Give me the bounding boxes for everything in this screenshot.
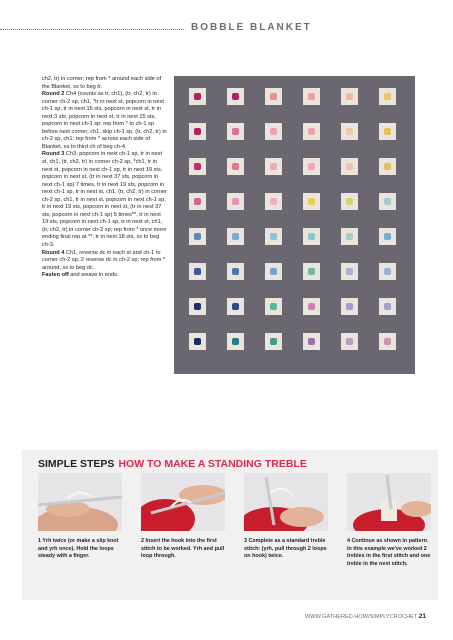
step-3-caption: 3 Complete as a standard treble stitch: (yrh, pull through 2 loops on hook) twice. bbox=[244, 538, 327, 560]
popcorn-bobble bbox=[270, 93, 277, 100]
popcorn-bobble bbox=[308, 128, 315, 135]
popcorn-bobble bbox=[384, 268, 391, 275]
granny-square bbox=[265, 263, 282, 280]
popcorn-bobble bbox=[346, 163, 353, 170]
round-2-text: Ch4 (counts as tr, ch1), (tr, ch2, tr) in corner ch-2 sp, ch1, *tr in next st, popcorn in next ch-1 sp, tr in next 15 sts, popcorn in next st, tr in next 3 sts, popcorn in next st, tr in next 15 sts, popcorn in next ch-1 sp; rep from * to ch-1 sp before next corner, ch1, skip ch-1 sp, (tr, ch2, tr) in ch-2 sp, ch1; rep from * across each side of Blanket, ss to third ch of beg ch-4. bbox=[42, 91, 167, 150]
granny-square bbox=[227, 123, 244, 140]
popcorn-bobble bbox=[194, 233, 201, 240]
popcorn-bobble bbox=[384, 128, 391, 135]
popcorn-bobble bbox=[232, 303, 239, 310]
page-header bbox=[0, 22, 453, 36]
popcorn-bobble bbox=[232, 128, 239, 135]
popcorn-bobble bbox=[308, 198, 315, 205]
pattern-paragraph bbox=[42, 272, 168, 280]
round-4-text: Ch1, reverse dc in each st and ch-1 to corner ch-2 sp, 2 reverse dc in ch-2 sp; rep from * around, ss to beg dc. bbox=[42, 249, 166, 271]
pattern-paragraph bbox=[42, 91, 168, 151]
simple-steps-title bbox=[38, 458, 307, 470]
granny-square bbox=[341, 228, 358, 245]
popcorn-bobble bbox=[346, 303, 353, 310]
granny-square bbox=[189, 193, 206, 210]
popcorn-bobble bbox=[308, 303, 315, 310]
popcorn-bobble bbox=[384, 163, 391, 170]
fasten-off-text: and weave in ends. bbox=[68, 272, 119, 279]
granny-square bbox=[265, 123, 282, 140]
granny-square bbox=[265, 88, 282, 105]
popcorn-bobble bbox=[194, 128, 201, 135]
popcorn-bobble bbox=[346, 338, 353, 345]
step-2-photo bbox=[141, 473, 225, 531]
step-1-caption: 1 Yrh twice (or make a slip knot and yrh once). Hold the loops steady with a finger. bbox=[38, 538, 119, 560]
round-3-text: Ch3, popcorn in next ch-1 sp, tr in next st, ch1, (tr, ch2, tr) in corner ch-2 sp, *ch1, tr in next st, popcorn in next ch-1 sp, tr in next 19 sts, popcorn in next st, (tr in next 37 sts, popcorn in next ch-1 sp) 7 times, tr in next 19 sts, popcorn in next ch-1 sp, tr in next st, ch1, (tr, ch2, tr) in corner ch-2 sp, ch1, tr in next st, popcorn in next ch-1 sp, tr in next 19 sts, popcorn in next st, (tr in next 37 sts, popcorn in next ch-1 sp) 5 times**, tr in next 19 sts, popcorn in next ch-1 sp, tr in next st, ch1, (tr, ch2, tr) in corner ch-2 sp; rep from * once more ending final rep at **, tr in next 18 sts, ss to beg ch-3. bbox=[42, 151, 167, 249]
granny-square bbox=[265, 333, 282, 350]
popcorn-bobble bbox=[194, 93, 201, 100]
popcorn-bobble bbox=[232, 338, 239, 345]
popcorn-bobble bbox=[346, 268, 353, 275]
granny-square bbox=[379, 333, 396, 350]
fasten-off-label: Fasten off bbox=[42, 272, 69, 279]
granny-square bbox=[227, 158, 244, 175]
popcorn-bobble bbox=[308, 338, 315, 345]
popcorn-bobble bbox=[232, 268, 239, 275]
red-swatch-illustration bbox=[141, 473, 225, 531]
granny-square bbox=[265, 193, 282, 210]
page-number: 21 bbox=[418, 613, 426, 620]
granny-square bbox=[303, 228, 320, 245]
granny-square bbox=[189, 158, 206, 175]
granny-square bbox=[379, 88, 396, 105]
step-4-photo bbox=[347, 473, 431, 531]
step-3-photo bbox=[244, 473, 328, 531]
granny-square bbox=[265, 298, 282, 315]
granny-square bbox=[189, 298, 206, 315]
popcorn-bobble bbox=[270, 233, 277, 240]
popcorn-bobble bbox=[346, 128, 353, 135]
popcorn-bobble bbox=[232, 198, 239, 205]
granny-square bbox=[341, 88, 358, 105]
popcorn-bobble bbox=[232, 93, 239, 100]
granny-square bbox=[341, 263, 358, 280]
step-1-photo bbox=[38, 473, 122, 531]
popcorn-bobble bbox=[270, 338, 277, 345]
granny-square bbox=[189, 333, 206, 350]
granny-square bbox=[341, 158, 358, 175]
pattern-paragraph bbox=[42, 151, 168, 249]
granny-square bbox=[379, 123, 396, 140]
granny-square bbox=[189, 228, 206, 245]
granny-square bbox=[379, 228, 396, 245]
popcorn-bobble bbox=[384, 233, 391, 240]
round-2-label: Round 2 bbox=[42, 91, 65, 98]
popcorn-bobble bbox=[270, 163, 277, 170]
granny-square bbox=[341, 123, 358, 140]
granny-square bbox=[303, 158, 320, 175]
page-footer bbox=[305, 613, 426, 620]
granny-square bbox=[303, 298, 320, 315]
granny-square bbox=[303, 263, 320, 280]
red-swatch-illustration bbox=[347, 473, 431, 531]
popcorn-bobble bbox=[308, 93, 315, 100]
pattern-paragraph bbox=[42, 76, 168, 91]
footer-url: WWW.GATHERED.HOW/SIMPLYCROCHET bbox=[305, 614, 418, 620]
granny-square bbox=[227, 333, 244, 350]
granny-square bbox=[303, 333, 320, 350]
granny-square bbox=[227, 193, 244, 210]
granny-square bbox=[379, 193, 396, 210]
popcorn-bobble bbox=[194, 338, 201, 345]
round-4-label: Round 4 bbox=[42, 249, 65, 256]
granny-square bbox=[379, 298, 396, 315]
popcorn-bobble bbox=[232, 163, 239, 170]
popcorn-bobble bbox=[308, 268, 315, 275]
popcorn-bobble bbox=[384, 338, 391, 345]
popcorn-bobble bbox=[308, 163, 315, 170]
granny-square bbox=[303, 193, 320, 210]
popcorn-bobble bbox=[194, 198, 201, 205]
round-3-label: Round 3 bbox=[42, 151, 65, 158]
popcorn-bobble bbox=[270, 198, 277, 205]
pattern-text-1: ch2, tr) in corner; rep from * around each side of the Blanket, ss to beg tr. bbox=[42, 76, 162, 90]
popcorn-bobble bbox=[194, 268, 201, 275]
granny-square bbox=[379, 263, 396, 280]
granny-square bbox=[265, 158, 282, 175]
popcorn-bobble bbox=[270, 128, 277, 135]
popcorn-bobble bbox=[346, 93, 353, 100]
red-swatch-illustration bbox=[244, 473, 328, 531]
popcorn-bobble bbox=[194, 303, 201, 310]
granny-square bbox=[189, 263, 206, 280]
header-title: BOBBLE BLANKET bbox=[191, 22, 312, 33]
granny-square bbox=[227, 263, 244, 280]
step-4-caption: 4 Continue as shown in pattern. In this example we've worked 2 trebles in the first stitch and one treble in the next stitch. bbox=[347, 538, 431, 567]
header-rule bbox=[0, 29, 184, 30]
granny-square bbox=[189, 88, 206, 105]
pattern-text bbox=[42, 76, 168, 280]
popcorn-bobble bbox=[270, 268, 277, 275]
granny-square bbox=[341, 298, 358, 315]
granny-square bbox=[265, 228, 282, 245]
granny-square bbox=[379, 158, 396, 175]
popcorn-bobble bbox=[270, 303, 277, 310]
granny-square bbox=[189, 123, 206, 140]
popcorn-bobble bbox=[194, 163, 201, 170]
popcorn-bobble bbox=[308, 233, 315, 240]
granny-square bbox=[227, 298, 244, 315]
step-2-caption: 2 Insert the hook into the first stitch to be worked. Yrh and pull loop through. bbox=[141, 538, 225, 560]
blanket-photo bbox=[174, 76, 415, 374]
hand-hook-illustration bbox=[38, 473, 122, 531]
granny-square bbox=[303, 123, 320, 140]
pattern-paragraph bbox=[42, 250, 168, 273]
popcorn-bobble bbox=[384, 93, 391, 100]
granny-square bbox=[227, 88, 244, 105]
popcorn-bobble bbox=[384, 198, 391, 205]
popcorn-bobble bbox=[346, 233, 353, 240]
popcorn-bobble bbox=[232, 233, 239, 240]
granny-square bbox=[341, 333, 358, 350]
granny-square bbox=[341, 193, 358, 210]
granny-square bbox=[227, 228, 244, 245]
steps-title-sub: HOW TO MAKE A STANDING TREBLE bbox=[118, 458, 307, 470]
popcorn-bobble bbox=[384, 303, 391, 310]
granny-square bbox=[303, 88, 320, 105]
steps-title-main: SIMPLE STEPS bbox=[38, 458, 115, 470]
popcorn-bobble bbox=[346, 198, 353, 205]
